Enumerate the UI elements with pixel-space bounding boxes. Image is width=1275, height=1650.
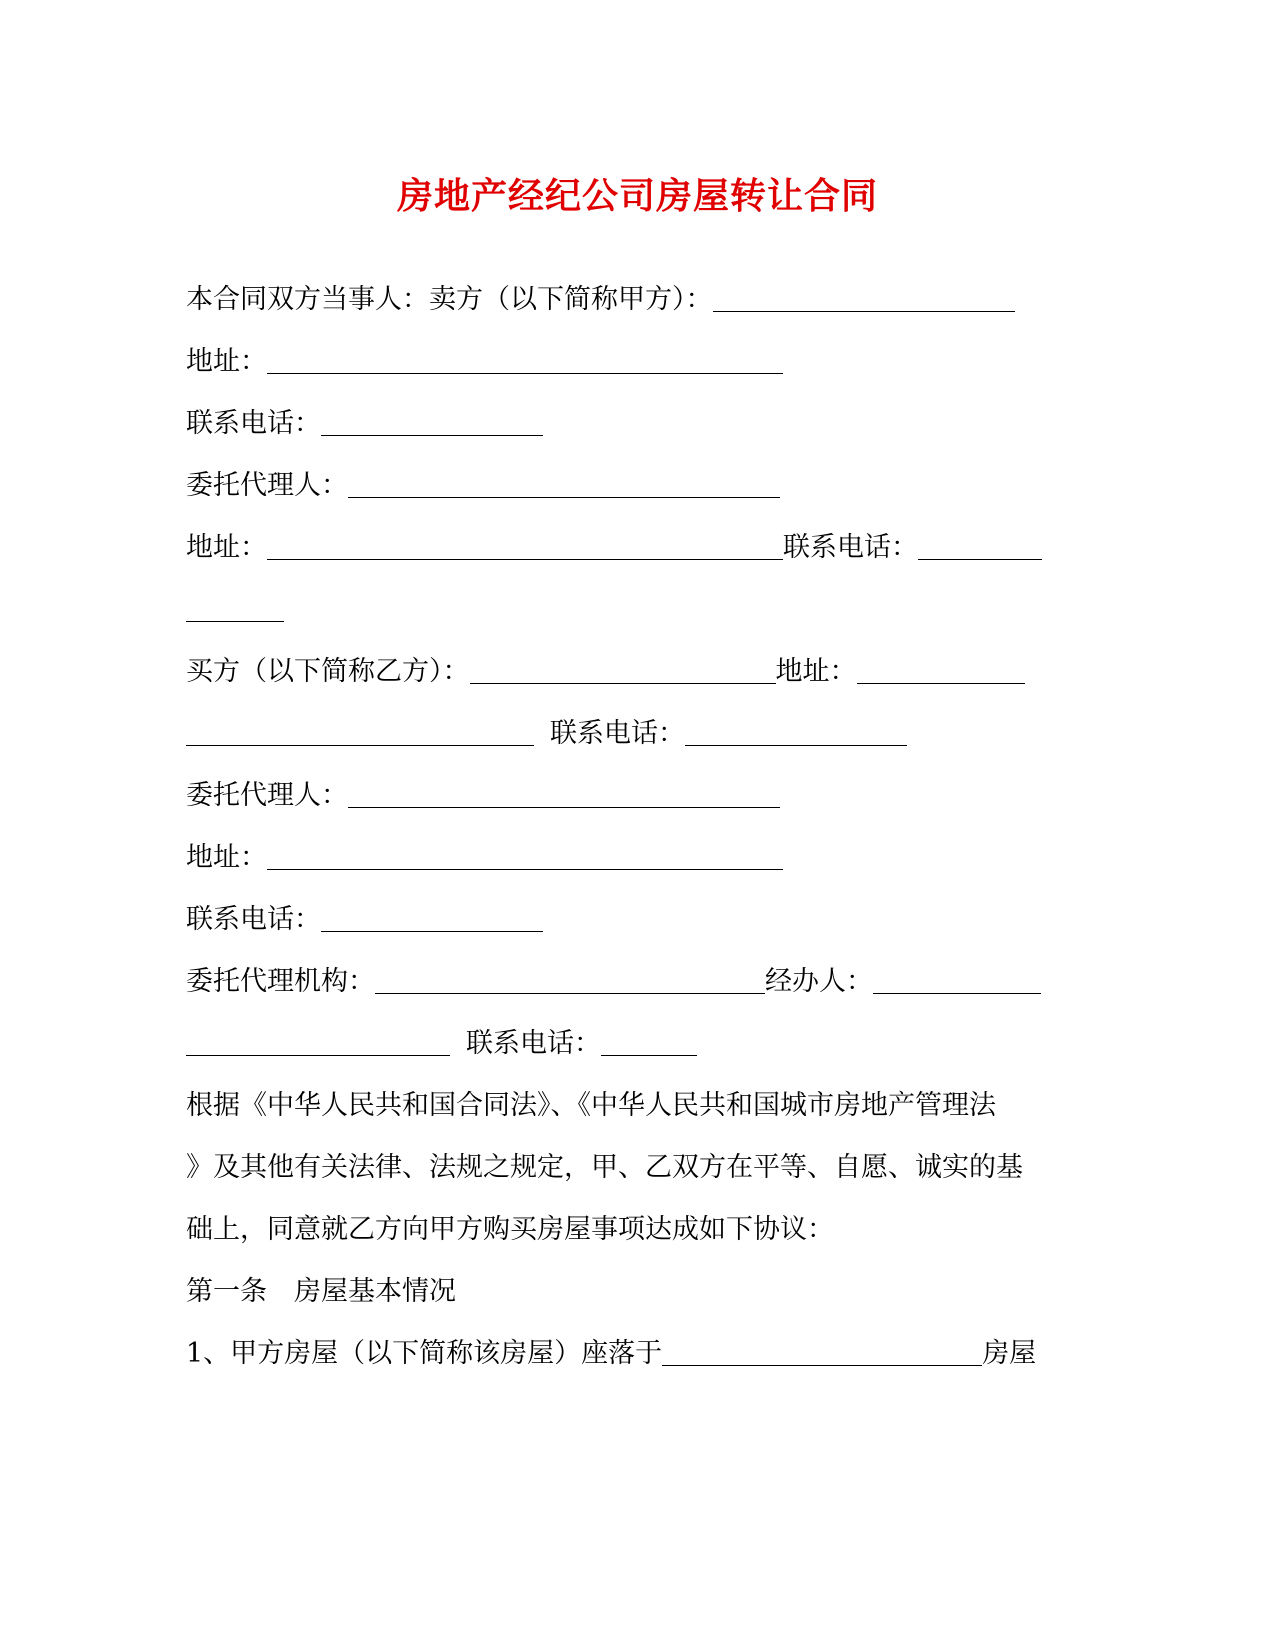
buyer-agent-address-line	[186, 838, 1086, 878]
buyer-agent-phone-line	[186, 900, 1086, 940]
buyer-agent-address-label: 地址：	[186, 842, 267, 873]
buyer-address-blank-2	[186, 719, 534, 746]
seller-agent-blank	[348, 471, 780, 498]
buyer-agent-address-blank	[267, 843, 783, 870]
buyer-agent-blank	[348, 781, 780, 808]
buyer-agent-phone-label: 联系电话：	[186, 904, 321, 935]
seller-agent-address-blank	[267, 533, 783, 560]
agency-handler-blank-1	[873, 967, 1041, 994]
seller-name-blank	[713, 285, 1015, 312]
seller-agent-phone-blank-2	[186, 595, 284, 622]
agency-handler-blank-2	[186, 1029, 450, 1056]
article1-heading: 第一条 房屋基本情况	[186, 1276, 456, 1307]
agency-blank	[375, 967, 765, 994]
buyer-phone-blank	[685, 719, 907, 746]
seller-phone-line	[186, 404, 1086, 444]
agency-line	[186, 962, 1086, 1002]
buyer-agent-label: 委托代理人：	[186, 780, 348, 811]
agency-phone-label: 联系电话：	[466, 1028, 601, 1059]
article1-item1	[186, 1334, 1086, 1374]
seller-phone-blank	[321, 409, 543, 436]
buyer-agent-phone-blank	[321, 905, 543, 932]
preamble-line-1: 根据《中华人民共和国合同法》、《中华人民共和国城市房地产管理法	[186, 1090, 996, 1121]
seller-agent-phone-blank-1	[918, 533, 1042, 560]
seller-agent-address-label: 地址：	[186, 532, 267, 563]
buyer-name-blank	[470, 657, 776, 684]
seller-address-blank	[267, 347, 783, 374]
buyer-address-blank-1	[857, 657, 1025, 684]
buyer-address-continued	[186, 714, 1086, 754]
document-title: 房地产经纪公司房屋转让合同	[396, 175, 878, 217]
seller-address-line	[186, 342, 1086, 382]
article1-item1-suffix: 房屋	[982, 1338, 1037, 1369]
buyer-line	[186, 652, 1086, 692]
preamble-line-3: 础上，同意就乙方向甲方购买房屋事项达成如下协议：	[186, 1214, 834, 1245]
agency-phone-blank	[601, 1029, 697, 1056]
seller-agent-phone-continued	[186, 590, 1086, 630]
seller-agent-address-line	[186, 528, 1086, 568]
buyer-address-label: 地址：	[775, 656, 857, 687]
preamble-line-2: 》及其他有关法律、法规之规定，甲、乙双方在平等、自愿、诚实的基	[186, 1152, 1023, 1183]
seller-agent-phone-label: 联系电话：	[783, 532, 918, 563]
seller-agent-line	[186, 466, 1086, 506]
article1-item1-prefix: 1、甲方房屋（以下简称该房屋）座落于	[186, 1338, 663, 1369]
seller-intro: 本合同双方当事人：卖方（以下简称甲方）：	[186, 284, 713, 315]
seller-agent-label: 委托代理人：	[186, 470, 348, 501]
buyer-phone-label: 联系电话：	[550, 718, 685, 749]
seller-address-label: 地址：	[186, 346, 267, 377]
agency-label: 委托代理机构：	[186, 966, 375, 997]
seller-line	[186, 280, 1086, 320]
agency-handler-label: 经办人：	[765, 966, 873, 997]
article1-location-blank	[662, 1339, 982, 1366]
seller-phone-label: 联系电话：	[186, 408, 321, 439]
agency-handler-continued	[186, 1024, 1086, 1064]
buyer-intro: 买方（以下简称乙方）：	[186, 656, 470, 687]
buyer-agent-line	[186, 776, 1086, 816]
